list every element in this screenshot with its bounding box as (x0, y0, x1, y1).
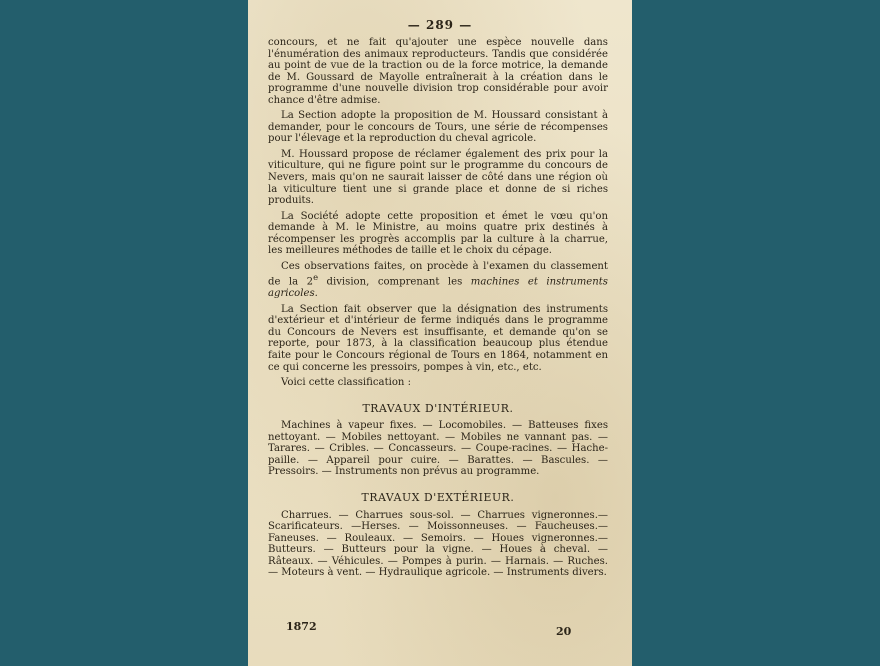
ordinal-superscript: e (313, 272, 319, 283)
paragraph-4: La Société adopte cette proposition et émet le vœu qu'on demande à M. le Ministre, au moins quatre prix destinés à récompenser les progrès accomplis par la culture à la charrue, les meilleures méthodes de taille et le choix du cépage. (268, 210, 608, 257)
book-page (248, 0, 632, 666)
footer-year: 1872 (286, 620, 317, 633)
paragraph-1: concours, et ne fait qu'ajouter une espèce nouvelle dans l'énumération des animaux reproducteurs. Tandis que considérée au point de vue de la traction ou de la force motrice, la demande de M. Goussard de Mayolle entraînerait à la création dans le programme d'une nouvelle division trop considérable pour avoir chance d'être admise. (268, 37, 608, 106)
paragraph-3: M. Houssard propose de réclamer également des prix pour la viticulture, qui ne figure point sur le programme du concours de Nevers, mais qu'on ne saurait laisser de côté dans une région où la viticulture tient une si grande place et donne de si riches produits. (268, 148, 608, 207)
footer-signature: 20 (556, 625, 572, 638)
page-number: — 289 — (407, 18, 473, 32)
section-title-exterieur: TRAVAUX D'EXTÉRIEUR. (361, 490, 515, 504)
section-list-interieur: Machines à vapeur fixes. — Locomobiles. — Batteuses fixes nettoyant. — Mobiles nettoyant. — Mobiles ne vannant pas. — Tarares. — Cribles. — Concasseurs. — Coupe-racines. — Hache-paille. — Appareil pour cuire. — Barattes. — Bascules. — Pressoirs. — Instruments non prévus au programme. (268, 420, 608, 478)
paragraph-6: La Section fait observer que la désignation des instruments d'extérieur et d'intérieur de ferme indiqués dans le programme du Concours de Nevers est insuffisante, et demande qu'on se reporte, pour 1873, à la classification beaucoup plus étendue faite pour le Concours régional de Tours en 1864, notamment en ce qui concerne les pressoirs, pompes à vin, etc., etc. (268, 303, 608, 373)
section-list-exterieur: Charrues. — Charrues sous-sol. — Charrues vigneronnes.— Scarificateurs. —Herses. — Moissonneuses. — Faucheuses.— Faneuses. — Rouleaux. — Semoirs. — Houes vigneronnes.— Butteurs. — Butteurs pour la vigne. — Houes à cheval. — Râteaux. — Véhicules. — Pompes à purin. — Harnais. — Ruches. — Moteurs à vent. — Hydraulique agricole. — Instruments divers. (268, 509, 608, 579)
paragraph-5-start: Ces observations faites, on procède à l'examen du classement de la 2 (268, 260, 608, 288)
page-body (268, 37, 608, 583)
section-title-interieur: TRAVAUX D'INTÉRIEUR. (362, 401, 514, 415)
paragraph-7: Voici cette classification : (281, 377, 412, 389)
paragraph-5-end: . (314, 288, 318, 300)
paragraph-5 (268, 261, 608, 300)
paragraph-5-mid: division, comprenant les (318, 276, 471, 288)
paragraph-2: La Section adopte la proposition de M. Houssard consistant à demander, pour le concours de Tours, une série de récompenses pour l'élevage et la reproduction du cheval agricole. (268, 110, 608, 145)
paragraph-5-italic: machines et instruments agricoles (268, 276, 608, 300)
